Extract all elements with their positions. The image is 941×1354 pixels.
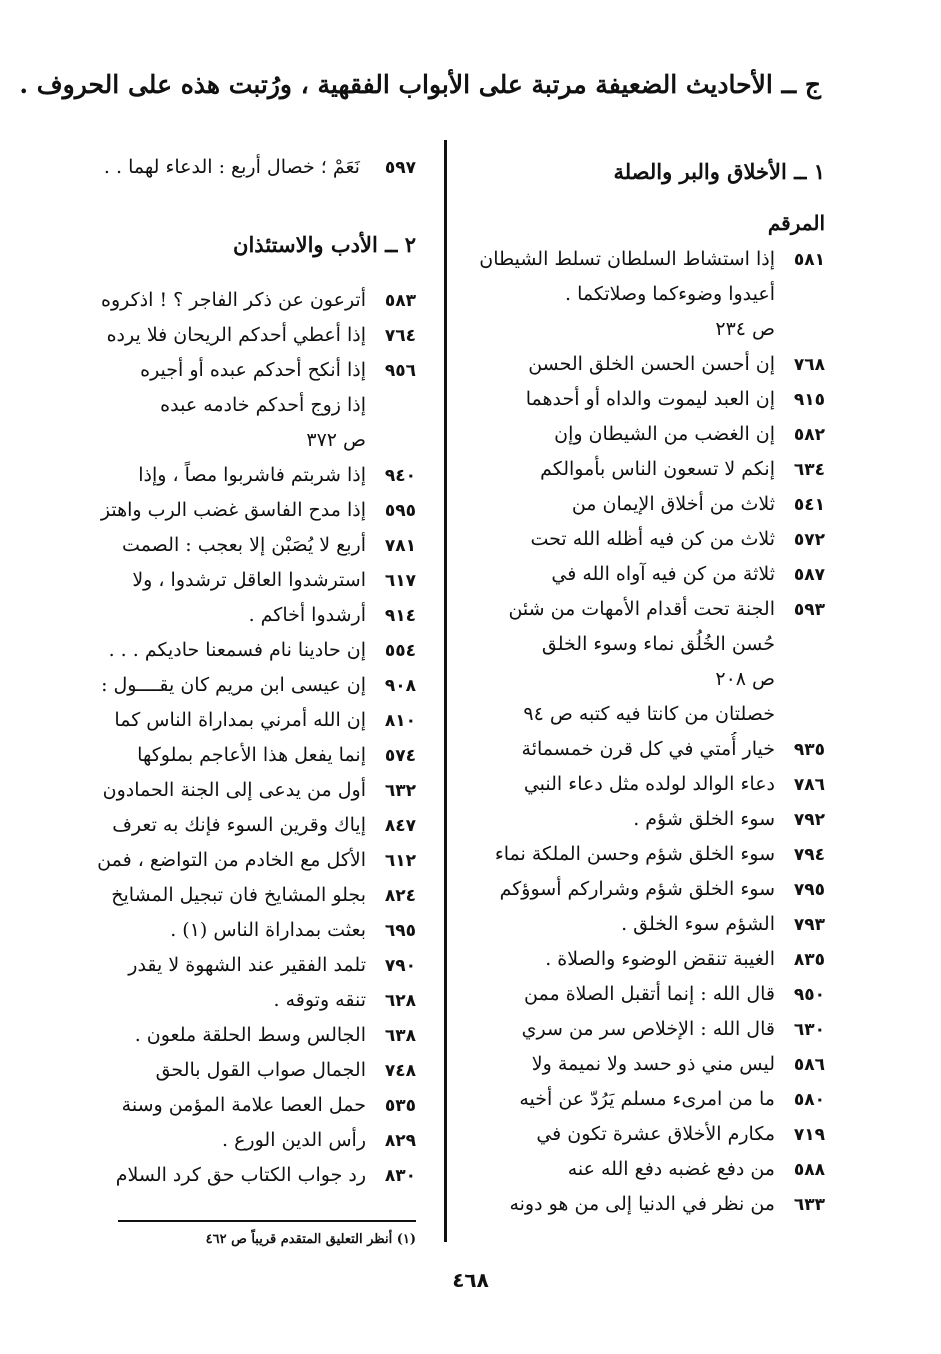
list-item xyxy=(475,1012,825,1047)
left-entry-list xyxy=(56,283,416,1193)
list-item xyxy=(56,878,416,913)
entry-text: الجنة تحت أقدام الأمهات من شئن xyxy=(508,598,775,620)
entry-text: رد جواب الكتاب حق كرد السلام xyxy=(115,1164,366,1186)
entry-text: إن الغضب من الشيطان وإن xyxy=(554,423,775,445)
entry-number: ٥٨٣ xyxy=(384,291,416,311)
list-item xyxy=(475,942,825,977)
entry-number: ٥٩٥ xyxy=(384,501,416,521)
entry-text: ثلاثة من كن فيه آواه الله في xyxy=(551,563,775,585)
entry-text: إنما يفعل هذا الأعاجم بملوكها xyxy=(137,744,366,766)
entry-text: أول من يدعى إلى الجنة الحمادون xyxy=(102,779,366,801)
list-item xyxy=(475,1047,825,1082)
list-item xyxy=(475,872,825,907)
entry-number: ٧٩٤ xyxy=(793,845,825,865)
entry-number: ٩٠٨ xyxy=(384,676,416,696)
entry-number: ٧٤٨ xyxy=(384,1061,416,1081)
entry-number: ٥٤١ xyxy=(793,495,825,515)
list-item xyxy=(56,150,416,185)
right-entry-list xyxy=(475,242,825,1222)
entry-text: ثلاث من أخلاق الإيمان من xyxy=(571,493,775,515)
list-item xyxy=(475,837,825,872)
entry-text: سوء الخلق شؤم وشراركم أسوؤكم xyxy=(499,878,775,900)
section-title-manners: ٢ ــ الأدب والاستئذان xyxy=(233,232,416,257)
entry-text: إذا استشاط السلطان تسلط الشيطان xyxy=(479,248,775,270)
entry-number: ٥٨٠ xyxy=(793,1090,825,1110)
entry-text: الغيبة تنقض الوضوء والصلاة . xyxy=(545,948,775,970)
entry-text: بجلو المشايخ فان تبجيل المشايخ xyxy=(111,884,366,906)
entry-number: ٦٣٣ xyxy=(793,1195,825,1215)
entry-text: إن أحسن الحسن الخلق الحسن xyxy=(528,353,775,375)
entry-number: ٦١٢ xyxy=(384,851,416,871)
entry-text: إن عيسى ابن مريم كان يقــــول : xyxy=(101,674,366,696)
column-label-number: المرقم xyxy=(767,211,825,235)
entry-text: نَعَمْ ؛ خصال أربع : الدعاء لهما . . xyxy=(103,156,360,178)
list-item xyxy=(56,913,416,948)
list-item xyxy=(56,458,416,493)
entry-number: ٥٩٧ xyxy=(384,158,416,178)
list-item xyxy=(475,732,825,767)
left-column xyxy=(56,150,416,1193)
list-item xyxy=(475,1082,825,1117)
entry-number: ٥٥٤ xyxy=(384,641,416,661)
list-item xyxy=(56,1123,416,1158)
list-item xyxy=(475,417,825,452)
entry-number: ٩٤٠ xyxy=(384,466,416,486)
entry-number: ٧١٩ xyxy=(793,1125,825,1145)
entry-number: ٧٨٦ xyxy=(793,775,825,795)
list-item xyxy=(56,703,416,738)
entry-number: ٥٣٥ xyxy=(384,1096,416,1116)
entry-text: خصلتان من كانتا فيه كتبه ص ٩٤ xyxy=(523,703,775,725)
entry-text: استرشدوا العاقل ترشدوا ، ولا xyxy=(132,569,366,591)
list-item xyxy=(475,312,825,347)
list-item xyxy=(475,277,825,312)
entry-number: ٦٣٢ xyxy=(384,781,416,801)
list-item xyxy=(475,627,825,662)
entry-text: تنقه وتوقه . xyxy=(273,989,366,1011)
entry-number: ٦٢٨ xyxy=(384,991,416,1011)
entry-text: سوء الخلق شؤم وحسن الملكة نماء xyxy=(494,843,775,865)
entry-number: ٥٧٢ xyxy=(793,530,825,550)
entry-number: ٧٩٥ xyxy=(793,880,825,900)
right-column xyxy=(475,150,825,1222)
entry-text: ص ٢٠٨ xyxy=(715,668,775,690)
list-item xyxy=(475,487,825,522)
entry-number: ٦٣٨ xyxy=(384,1026,416,1046)
entry-text: إذا أعطي أحدكم الريحان فلا يرده xyxy=(106,324,366,346)
entry-text: أعيدوا وضوءكما وصلاتكما . xyxy=(564,283,775,305)
entry-text: إن الله أمرني بمداراة الناس كما xyxy=(114,709,366,731)
column-divider xyxy=(444,140,447,1242)
entry-text: ما من امرىء مسلم يَرُدّ عن أخيه xyxy=(519,1088,775,1110)
entry-text: ثلاث من كن فيه أظله الله تحت xyxy=(530,528,775,550)
entry-text: إن حادينا نام فسمعنا حاديكم . . . xyxy=(108,639,366,661)
list-item xyxy=(56,948,416,983)
list-item xyxy=(56,493,416,528)
entry-number: ٨٢٤ xyxy=(384,886,416,906)
entry-number: ٩٥٠ xyxy=(793,985,825,1005)
entry-text: من نظر في الدنيا إلى من هو دونه xyxy=(509,1193,775,1215)
entry-number: ٧٩٢ xyxy=(793,810,825,830)
list-item xyxy=(475,347,825,382)
entry-number: ٩٣٥ xyxy=(793,740,825,760)
entry-number: ٩٥٦ xyxy=(384,361,416,381)
entry-text: ليس مني ذو حسد ولا نميمة ولا xyxy=(531,1053,775,1075)
footnote-rule xyxy=(118,1220,416,1222)
entry-text: قال الله : إنما أتقبل الصلاة ممن xyxy=(524,983,775,1005)
entry-number: ٥٨٨ xyxy=(793,1160,825,1180)
entry-number: ٥٨٦ xyxy=(793,1055,825,1075)
list-item xyxy=(56,423,416,458)
entry-text: خيار أُمتي في كل قرن خمسمائة xyxy=(521,738,775,760)
entry-text: الجالس وسط الحلقة ملعون . xyxy=(134,1024,366,1046)
list-item xyxy=(56,1053,416,1088)
entry-text: إن العبد ليموت والداه أو أحدهما xyxy=(525,388,775,410)
entry-text: الأكل مع الخادم من التواضع ، فمن xyxy=(97,849,366,871)
list-item xyxy=(475,802,825,837)
list-item xyxy=(475,557,825,592)
footnote: (١) أنظر التعليق المتقدم قريباً ص ٤٦٢ xyxy=(205,1232,416,1247)
entry-text: إذا مدح الفاسق غضب الرب واهتز xyxy=(100,499,366,521)
list-item xyxy=(56,388,416,423)
list-item xyxy=(56,1018,416,1053)
entry-number: ٨٣٠ xyxy=(384,1166,416,1186)
entry-number: ٦١٧ xyxy=(384,571,416,591)
list-item xyxy=(475,1187,825,1222)
list-item xyxy=(475,1152,825,1187)
entry-text: أرشدوا أخاكم . xyxy=(248,604,366,626)
list-item xyxy=(56,318,416,353)
entry-text: إنكم لا تسعون الناس بأموالكم xyxy=(540,458,775,480)
entry-number: ٨٤٧ xyxy=(384,816,416,836)
list-item xyxy=(475,907,825,942)
page-header: ج ــ الأحاديث الضعيفة مرتبة على الأبواب الفقهية ، ورُتبت هذه على الحروف . xyxy=(19,70,821,99)
list-item xyxy=(56,808,416,843)
entry-number: ٨١٠ xyxy=(384,711,416,731)
list-item xyxy=(56,773,416,808)
entry-number: ٧٨١ xyxy=(384,536,416,556)
entry-text: أترعون عن ذكر الفاجر ؟ ! اذكروه xyxy=(101,289,366,311)
entry-number: ٥٧٤ xyxy=(384,746,416,766)
entry-number: ٧٩٠ xyxy=(384,956,416,976)
entry-number: ٥٨١ xyxy=(793,250,825,270)
list-item xyxy=(56,563,416,598)
list-item xyxy=(56,738,416,773)
list-item xyxy=(56,528,416,563)
entry-number: ٧٦٨ xyxy=(793,355,825,375)
entry-text: سوء الخلق شؤم . xyxy=(633,808,775,830)
list-item xyxy=(475,592,825,627)
entry-number: ٧٩٣ xyxy=(793,915,825,935)
entry-number: ٦٩٥ xyxy=(384,921,416,941)
list-item xyxy=(475,662,825,697)
list-item xyxy=(475,1117,825,1152)
list-item xyxy=(475,382,825,417)
entry-number: ٩١٤ xyxy=(384,606,416,626)
entry-text: من دفع غضبه دفع الله عنه xyxy=(567,1158,775,1180)
list-item xyxy=(56,983,416,1018)
entry-text: إذا شربتم فاشربوا مصاً ، وإذا xyxy=(138,464,366,486)
entry-number: ٥٨٧ xyxy=(793,565,825,585)
entry-text: الشؤم سوء الخلق . xyxy=(621,913,775,935)
entry-number: ٦٣٠ xyxy=(793,1020,825,1040)
entry-text: بعثت بمداراة الناس (١) . xyxy=(170,919,366,941)
entry-text: حُسن الخُلُق نماء وسوء الخلق xyxy=(541,633,775,655)
entry-text: دعاء الوالد لولده مثل دعاء النبي xyxy=(523,773,775,795)
list-item xyxy=(475,697,825,732)
entry-text: حمل العصا علامة المؤمن وسنة xyxy=(121,1094,366,1116)
entry-text: مكارم الأخلاق عشرة تكون في xyxy=(536,1123,775,1145)
entry-text: رأس الدين الورع . xyxy=(222,1129,366,1151)
list-item xyxy=(475,767,825,802)
entry-text: إياك وقرين السوء فإنك به تعرف xyxy=(112,814,366,836)
entry-number: ٩١٥ xyxy=(793,390,825,410)
entry-text: ص ٣٧٢ xyxy=(306,429,366,451)
list-item xyxy=(56,353,416,388)
list-item xyxy=(56,668,416,703)
list-item xyxy=(56,633,416,668)
list-item xyxy=(56,843,416,878)
entry-number: ٨٣٥ xyxy=(793,950,825,970)
list-item xyxy=(56,598,416,633)
entry-number: ٨٢٩ xyxy=(384,1131,416,1151)
list-item xyxy=(56,1158,416,1193)
entry-number: ٥٩٣ xyxy=(793,600,825,620)
entry-number: ٦٣٤ xyxy=(793,460,825,480)
entry-number: ٥٨٢ xyxy=(793,425,825,445)
list-item xyxy=(475,242,825,277)
entry-text: قال الله : الإخلاص سر من سري xyxy=(521,1018,775,1040)
entry-text: الجمال صواب القول بالحق xyxy=(155,1059,366,1081)
entry-text: تلمد الفقير عند الشهوة لا يقدر xyxy=(128,954,366,976)
entry-text: إذا زوج أحدكم خادمه عبده xyxy=(160,394,366,416)
list-item xyxy=(475,977,825,1012)
list-item xyxy=(475,452,825,487)
list-item xyxy=(56,283,416,318)
section-title-ethics: ١ ــ الأخلاق والبر والصلة xyxy=(613,159,825,184)
page-number: ٤٦٨ xyxy=(452,1268,489,1292)
list-item xyxy=(475,522,825,557)
entry-number: ٧٦٤ xyxy=(384,326,416,346)
list-item xyxy=(56,1088,416,1123)
entry-text: أربع لا يُصَبْن إلا بعجب : الصمت xyxy=(122,534,366,556)
entry-text: إذا أنكح أحدكم عبده أو أجيره xyxy=(140,359,366,381)
entry-text: ص ٢٣٤ xyxy=(715,318,775,340)
